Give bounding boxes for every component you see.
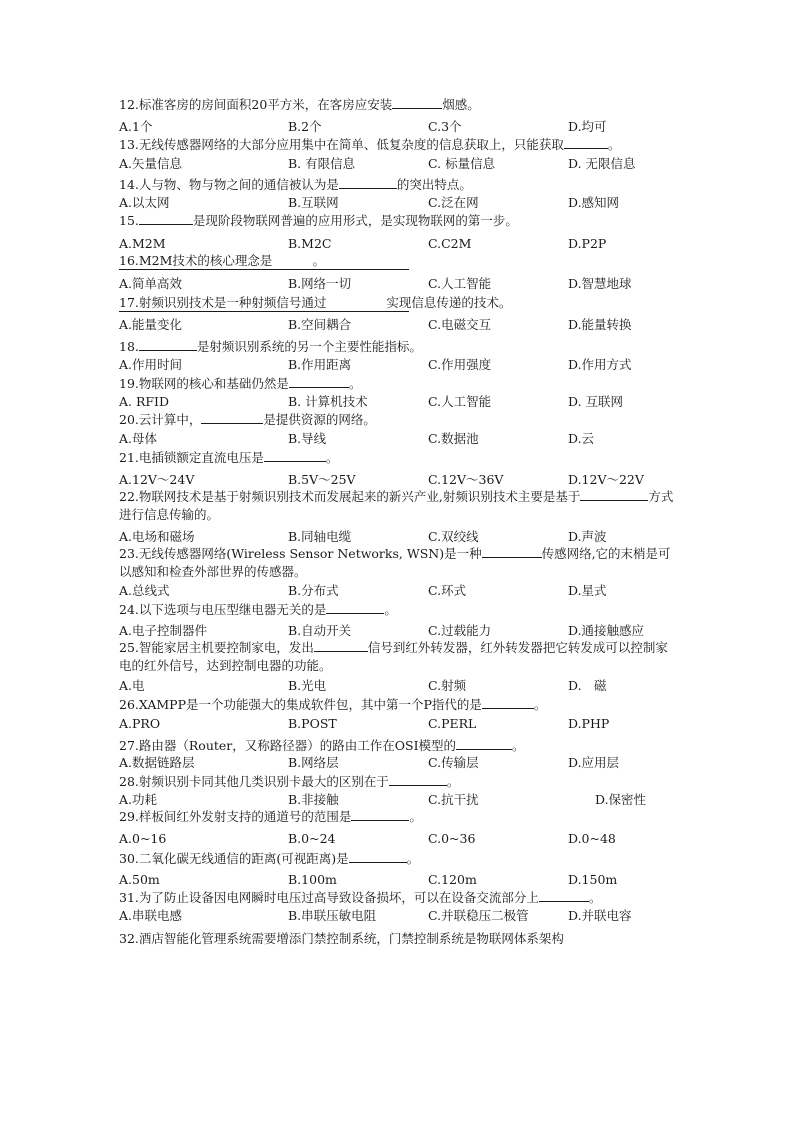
option-d: D.作用方式 — [568, 357, 632, 372]
question-stem: 22.物联网技术是基于射频识别技术而发展起来的新兴产业,射频识别技术主要是基于 — [119, 489, 581, 504]
option-b: B.同轴电缆 — [288, 529, 352, 544]
question-28 — [119, 773, 679, 791]
question-stem-end: 。 — [312, 253, 325, 268]
option-a: A.简单高效 — [119, 276, 183, 291]
option-b: B.串联压敏电阻 — [288, 908, 377, 923]
option-d: D.星式 — [568, 583, 607, 598]
question-stem: 25.智能家居主机要控制家电，发出 — [119, 640, 314, 655]
option-a: A.电 — [119, 678, 145, 693]
option-d: D.智慧地球 — [568, 276, 632, 291]
answer-blank — [482, 545, 542, 558]
question-31 — [119, 889, 684, 907]
option-b: B.POST — [288, 716, 337, 731]
question-stem: 19.物联网的核心和基础仍然是 — [119, 376, 289, 391]
question-stem-end: 。 — [533, 697, 547, 712]
question-30 — [119, 850, 679, 868]
option-d: D.声波 — [568, 529, 607, 544]
question-stem: 23.无线传感器网络(Wireless Sensor Networks, WSN)是一种 — [119, 546, 482, 561]
question-stem: 12.标准客房的房间面积20平方米，在客房应安装 — [119, 97, 393, 112]
option-c: C.C2M — [428, 236, 472, 251]
question-stem: 31.为了防止设备因电网瞬时电压过高导致设备损坏，可以在设备交流部分上 — [119, 890, 539, 905]
question-13 — [119, 136, 684, 154]
question-14 — [119, 176, 679, 194]
question-stem-end: 信号到红外转发器，红外转发器把它转发成可以控制家电的红外信号，达到控制电器的功能。 — [119, 640, 668, 673]
options-29 — [119, 830, 679, 848]
question-stem-end: 。 — [406, 851, 420, 866]
option-b: B.导线 — [288, 431, 327, 446]
option-a: A.能量变化 — [119, 317, 183, 332]
option-b: B.作用距离 — [288, 357, 352, 372]
question-stem: 13.无线传感器网络的大部分应用集中在简单、低复杂度的信息获取上，只能获取 — [119, 137, 564, 152]
answer-blank — [339, 176, 397, 189]
option-c: C. 标量信息 — [428, 156, 496, 171]
question-stem-end: 。 — [588, 890, 602, 905]
option-b: B.100m — [288, 872, 337, 887]
option-d: D.并联电容 — [568, 908, 632, 923]
option-b: B.分布式 — [288, 583, 339, 598]
question-stem: 30.二氧化碳无线通信的距离(可视距离)是 — [119, 851, 349, 866]
question-stem: 32.酒店智能化管理系统需要增添门禁控制系统，门禁控制系统是物联网体系架构 — [119, 931, 564, 946]
option-c: C.120m — [428, 872, 477, 887]
question-stem-end: 。 — [348, 376, 362, 391]
question-stem-end: 。 — [446, 774, 460, 789]
option-c: C.人工智能 — [428, 394, 492, 409]
option-d: D.应用层 — [568, 755, 620, 770]
options-20 — [119, 430, 679, 448]
question-stem-end: 烟感。 — [442, 97, 480, 112]
question-26 — [119, 696, 679, 714]
options-30 — [119, 871, 679, 889]
option-a: A.电子控制器件 — [119, 623, 208, 638]
options-27 — [119, 754, 679, 772]
option-c: C.3个 — [428, 119, 462, 134]
underline-rule — [119, 311, 409, 312]
options-21 — [119, 471, 679, 489]
option-d: D. 磁 — [568, 678, 607, 693]
option-d: D.云 — [568, 431, 595, 446]
question-stem-end: 实现信息传递的技术。 — [386, 295, 512, 310]
option-d: D.保密性 — [595, 792, 647, 807]
options-16 — [119, 275, 679, 293]
option-c: C.传输层 — [428, 755, 479, 770]
option-c: C.12V～36V — [428, 472, 504, 487]
answer-blank — [482, 696, 534, 709]
option-a: A.12V～24V — [119, 472, 195, 487]
option-b: B. 计算机技术 — [288, 394, 368, 409]
option-c: C.射频 — [428, 678, 467, 693]
underline-rule — [119, 269, 409, 270]
answer-blank — [264, 449, 326, 462]
question-21 — [119, 449, 679, 467]
answer-blank — [314, 639, 368, 652]
option-c: C.并联稳压二极管 — [428, 908, 529, 923]
question-stem-end: 。 — [384, 602, 397, 617]
question-29 — [119, 808, 679, 826]
option-b: B.光电 — [288, 678, 327, 693]
question-15 — [119, 212, 679, 230]
option-c: C.双绞线 — [428, 529, 479, 544]
question-stem-end: 。 — [512, 738, 525, 753]
option-d: D.均可 — [568, 119, 607, 134]
options-12 — [119, 118, 679, 136]
question-17 — [119, 294, 679, 312]
answer-blank — [456, 737, 512, 750]
option-c: C.抗干扰 — [428, 792, 479, 807]
question-stem: 17.射频识别技术是一种射频信号通过 — [119, 295, 327, 310]
question-stem: 20.云计算中， — [119, 412, 202, 427]
answer-blank — [139, 338, 197, 351]
option-c: C.数据池 — [428, 431, 479, 446]
question-stem: 14.人与物、物与物之间的通信被认为是 — [119, 177, 339, 192]
answer-blank — [580, 488, 648, 501]
options-14 — [119, 194, 679, 212]
option-c: C.作用强度 — [428, 357, 492, 372]
options-15 — [119, 235, 679, 253]
question-16 — [119, 252, 679, 270]
option-a: A.母体 — [119, 431, 158, 446]
answer-blank — [539, 889, 589, 902]
option-a: A.矢量信息 — [119, 156, 183, 171]
answer-blank — [392, 96, 442, 109]
options-19 — [119, 393, 679, 411]
answer-blank — [201, 411, 263, 424]
option-a: A.数据链路层 — [119, 755, 195, 770]
option-a: A.功耗 — [119, 792, 158, 807]
question-stem: 21.电插锁额定直流电压是 — [119, 450, 264, 465]
option-b: B.网络一切 — [288, 276, 352, 291]
option-a: A.总线式 — [119, 583, 170, 598]
options-24 — [119, 622, 679, 640]
option-a: A.电场和磁场 — [119, 529, 195, 544]
question-stem-end: 方式进行信息传输的。 — [119, 489, 674, 522]
question-stem: 26.XAMPP是一个功能强大的集成软件包，其中第一个P指代的是 — [119, 697, 482, 712]
option-a: A.作用时间 — [119, 357, 183, 372]
options-28 — [119, 791, 679, 809]
question-27 — [119, 737, 679, 755]
options-31 — [119, 907, 679, 925]
question-stem: 28.射频识别卡同其他几类识别卡最大的区别在于 — [119, 774, 389, 789]
options-13 — [119, 155, 679, 173]
question-24 — [119, 601, 679, 619]
option-b: B.自动开关 — [288, 623, 352, 638]
option-b: B.空间耦合 — [288, 317, 352, 332]
option-d: D. 无限信息 — [568, 156, 636, 171]
option-c: C.PERL — [428, 716, 477, 731]
question-stem-end: 的突出特点。 — [396, 177, 472, 192]
question-23 — [119, 545, 679, 581]
option-b: B.5V～25V — [288, 472, 356, 487]
options-25 — [119, 677, 679, 695]
option-b: B.非接触 — [288, 792, 339, 807]
option-c: C.泛在网 — [428, 195, 479, 210]
option-a: A. RFID — [119, 394, 170, 409]
answer-blank — [349, 850, 407, 863]
question-25 — [119, 639, 679, 675]
option-b: B.M2C — [288, 236, 332, 251]
option-d: D.150m — [568, 872, 618, 887]
option-d: D.P2P — [568, 236, 607, 251]
option-a: A.以太网 — [119, 195, 170, 210]
question-stem-end: 是现阶段物联网普遍的应用形式，是实现物联网的第一步。 — [192, 213, 518, 228]
answer-blank — [326, 601, 384, 614]
option-d: D.能量转换 — [568, 317, 632, 332]
question-22 — [119, 488, 684, 524]
option-b: B.互联网 — [288, 195, 339, 210]
option-b: B. 有限信息 — [288, 156, 356, 171]
answer-blank — [351, 808, 409, 821]
question-stem: 16.M2M技术的核心理念是 — [119, 253, 273, 268]
question-18 — [119, 338, 679, 356]
option-a: A.50m — [119, 872, 160, 887]
question-stem-end: 。 — [607, 137, 621, 152]
options-17 — [119, 316, 679, 334]
question-stem: 18. — [119, 339, 139, 354]
option-d: D.0~48 — [568, 831, 616, 846]
question-stem: 27.路由器（Router，又称路径器）的路由工作在OSI模型的 — [119, 738, 457, 753]
answer-blank — [564, 136, 608, 149]
question-stem-end: 传感网络,它的末梢是可以感知和检查外部世界的传感器。 — [119, 546, 671, 579]
option-c: C.电磁交互 — [428, 317, 492, 332]
option-a: A.串联电感 — [119, 908, 183, 923]
question-stem: 15. — [119, 213, 139, 228]
option-d: D.通接触感应 — [568, 623, 645, 638]
option-a: A.1个 — [119, 119, 153, 134]
question-20 — [119, 411, 679, 429]
options-23 — [119, 582, 679, 600]
answer-blank — [139, 212, 193, 225]
question-stem-end: 是提供资源的网络。 — [263, 412, 376, 427]
option-b: B.网络层 — [288, 755, 339, 770]
options-18 — [119, 356, 679, 374]
question-19 — [119, 375, 679, 393]
question-stem-end: 。 — [409, 809, 422, 824]
question-32 — [119, 930, 684, 948]
question-stem: 29.样板间红外发射支持的通道号的范围是 — [119, 809, 352, 824]
answer-blank — [289, 375, 349, 388]
option-b: B.2个 — [288, 119, 322, 134]
option-d: D.12V～22V — [568, 472, 644, 487]
answer-blank — [389, 773, 447, 786]
option-b: B.0~24 — [288, 831, 336, 846]
options-22 — [119, 528, 679, 546]
option-c: C.环式 — [428, 583, 467, 598]
option-d: D. 互联网 — [568, 394, 624, 409]
question-12 — [119, 96, 679, 114]
option-c: C.0~36 — [428, 831, 476, 846]
option-d: D.PHP — [568, 716, 610, 731]
question-stem: 24.以下选项与电压型继电器无关的是 — [119, 602, 327, 617]
question-stem-end: 是射频识别系统的另一个主要性能指标。 — [196, 339, 422, 354]
option-a: A.M2M — [119, 236, 166, 251]
options-26 — [119, 715, 679, 733]
question-stem-end: 。 — [325, 450, 339, 465]
option-c: C.过载能力 — [428, 623, 492, 638]
option-a: A.0~16 — [119, 831, 167, 846]
option-d: D.感知网 — [568, 195, 620, 210]
option-a: A.PRO — [119, 716, 161, 731]
option-c: C.人工智能 — [428, 276, 492, 291]
